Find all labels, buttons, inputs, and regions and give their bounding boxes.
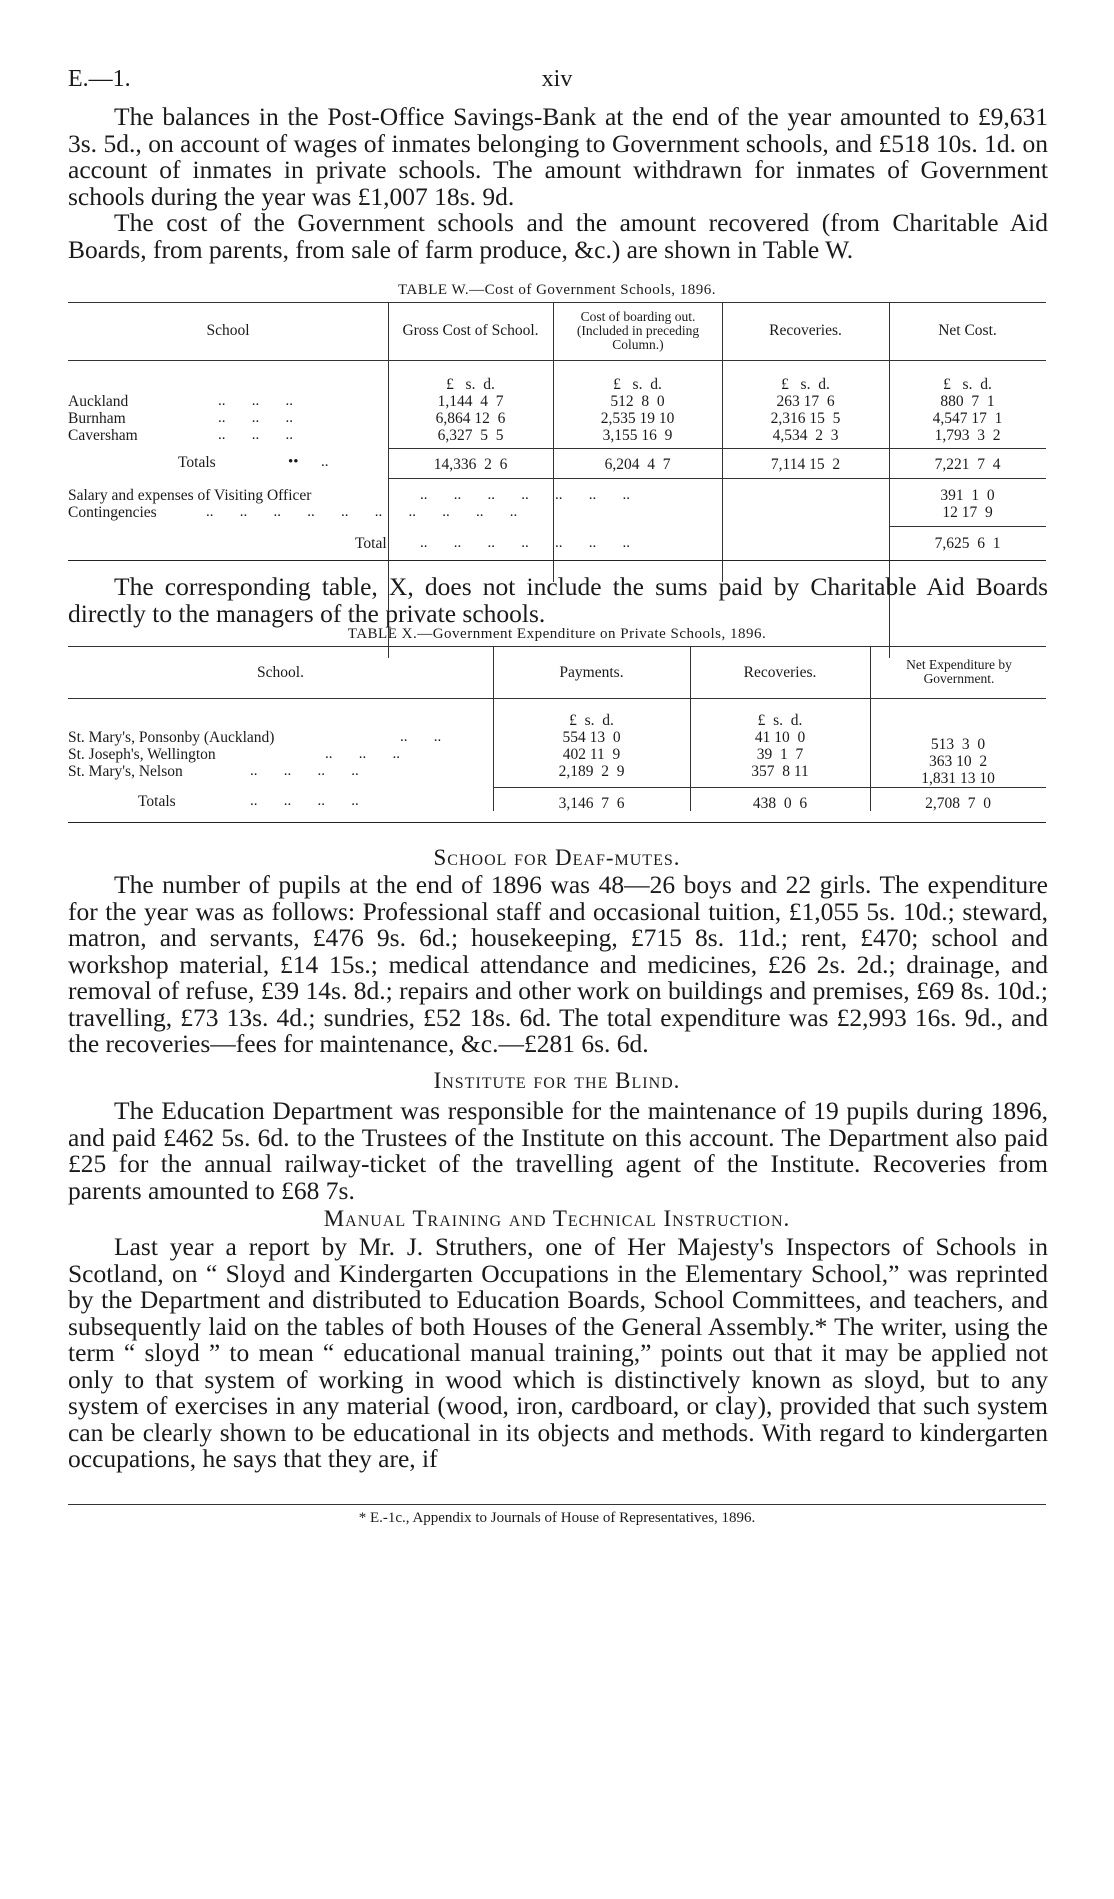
table-w-col-school: School xyxy=(206,322,250,339)
paragraph-savings-bank: The balances in the Post-Office Savings-Bank at the end of the year amounted to £9,631 3s. 5d., on account of wages of inmates belonging to Government schools, and £518 10s. 1d. on account of inmates in private schools. The amount withdrawn for inmates of Government schools during the year was £1,007 18s. 9d. xyxy=(68,102,1048,211)
table-cell: 1,793 3 2 xyxy=(934,427,1001,444)
table-w-col-gross: Gross Cost of School. xyxy=(402,322,539,339)
table-cell: 513 3 0 xyxy=(930,736,986,753)
table-w-bottom-rule xyxy=(68,560,1046,561)
table-cell: 357 8 11 xyxy=(751,763,809,780)
footnote: * E.-1c., Appendix to Journals of House of Representatives, 1896. xyxy=(358,1510,756,1526)
table-x-totals-rule xyxy=(493,787,1046,788)
table-cell: 7,221 7 4 xyxy=(934,456,1001,473)
table-cell: 2,535 19 10 xyxy=(600,410,675,427)
table-row-name: Caversham xyxy=(68,427,138,444)
table-w-units: £ s. d. xyxy=(943,376,992,393)
leader-dots: .. .. .. xyxy=(325,746,400,762)
table-x-bottom-rule xyxy=(68,822,1046,823)
table-x-col-payments: Payments. xyxy=(559,664,624,681)
table-w-totals-label: Totals xyxy=(178,454,216,471)
table-w-caption: TABLE W.—Cost of Government Schools, 1896. xyxy=(397,282,717,298)
table-x-top-rule xyxy=(68,646,1046,647)
leader-dots: .. .. .. .. xyxy=(250,763,359,779)
table-x-col-school: School. xyxy=(257,664,304,681)
table-cell: 512 8 0 xyxy=(610,393,665,410)
paragraph-cost-intro: The cost of the Government schools and the amount recovered (from Charitable Aid Boards, from parents, from sale of farm produce, &c.) are shown in Table W. xyxy=(68,208,1048,264)
table-cell: 391 1 0 xyxy=(940,487,995,504)
leader-dots: .. .. .. .. .. .. .. xyxy=(420,487,630,503)
table-cell: 4,547 17 1 xyxy=(932,410,1003,427)
table-cell: 6,864 12 6 xyxy=(435,410,506,427)
leader-dots: .. .. .. xyxy=(218,410,293,426)
table-x-units: £ s. d. xyxy=(757,712,803,729)
table-w-col-boarding: Cost of boarding out. (Included in preceding Column.) xyxy=(576,309,700,352)
table-cell: 6,327 5 5 xyxy=(437,427,504,444)
leader-dots: .. .. .. .. .. .. .. .. .. .. xyxy=(206,504,518,520)
paragraph-manual-training: Last year a report by Mr. J. Struthers, one of Her Majesty's Inspectors of Schools in Scotland, on “ Sloyd and Kindergarten Occupations in the Elementary School,” was reprinted by the Department and distributed to Education Boards, School Committees, and teachers, and subsequently laid on the tables of both Houses of the General Assembly.* The writer, using the term “ sloyd ” to mean “ educational manual training,” points out that it may be applied not only to that system of working in wood which is distinctively known as sloyd, but to any system of exercises in any material (wood, iron, cardboard, or clay), provided that such system can be clearly shown to be educational in its objects and methods. With regard to kindergarten occupations, he says that they are, if xyxy=(68,1232,1048,1473)
table-x-caption: TABLE X.—Government Expenditure on Private Schools, 1896. xyxy=(347,626,767,642)
heading-manual-training: Manual Training and Technical Instruction. xyxy=(323,1206,791,1231)
page-reference: E.—1. xyxy=(68,66,131,92)
table-cell: 554 13 0 xyxy=(562,729,621,746)
table-cell: 3,146 7 6 xyxy=(558,795,625,812)
table-w-col-recoveries: Recoveries. xyxy=(769,322,842,339)
table-cell: 39 1 7 xyxy=(756,746,804,763)
table-x-totals-label: Totals xyxy=(138,793,176,810)
table-row-name: St. Mary's, Nelson xyxy=(68,763,183,780)
table-x-col-net: Net Expenditure by Government. xyxy=(906,657,1012,686)
table-cell: 263 17 6 xyxy=(776,393,835,410)
table-cell: 2,708 7 0 xyxy=(925,795,991,812)
table-w-units: £ s. d. xyxy=(446,376,495,393)
table-w-top-rule xyxy=(68,302,1046,303)
table-cell: 6,204 4 7 xyxy=(604,456,671,473)
table-cell: 7,114 15 2 xyxy=(770,456,841,473)
table-cell: 3,155 16 9 xyxy=(602,427,673,444)
leader-dots: .. .. .. .. xyxy=(250,793,359,809)
table-cell: 41 10 0 xyxy=(754,729,806,746)
page-number: xiv xyxy=(541,66,573,92)
table-cell: 880 7 1 xyxy=(940,393,995,410)
table-row-name: Auckland xyxy=(68,393,129,410)
table-w-total-label: Total xyxy=(355,535,387,552)
table-row-name: St. Mary's, Ponsonby (Auckland) xyxy=(68,729,275,746)
table-w-contingencies-label: Contingencies xyxy=(68,504,157,521)
table-cell: 2,316 15 5 xyxy=(770,410,841,427)
table-row-name: St. Joseph's, Wellington xyxy=(68,746,216,763)
table-cell: 1,144 4 7 xyxy=(437,393,504,410)
table-w-col-net: Net Cost. xyxy=(938,322,997,339)
table-w-units: £ s. d. xyxy=(781,376,830,393)
paragraph-table-x-intro: The corresponding table, X, does not include the sums paid by Charitable Aid Boards directly to the managers of the private schools. xyxy=(68,572,1048,628)
heading-blind: Institute for the Blind. xyxy=(433,1068,681,1093)
table-cell: 2,189 2 9 xyxy=(558,763,625,780)
leader-dots: .. .. .. xyxy=(218,427,293,443)
table-x-header-rule xyxy=(68,698,1046,699)
table-w-totals-rule xyxy=(388,448,1046,449)
table-w-units: £ s. d. xyxy=(613,376,662,393)
table-w-salary-label: Salary and expenses of Visiting Officer xyxy=(68,487,312,504)
leader-dots: .. .. .. xyxy=(218,393,293,409)
table-cell: 12 17 9 xyxy=(942,504,993,521)
table-w-header-rule xyxy=(68,360,1046,361)
heading-deaf-mutes: School for Deaf-mutes. xyxy=(433,845,681,870)
table-row-name: Burnham xyxy=(68,410,126,427)
leader-dots: •• .. xyxy=(288,454,329,470)
table-cell: 1,831 13 10 xyxy=(921,770,995,787)
table-cell: 438 0 6 xyxy=(752,795,808,812)
paragraph-blind: The Education Department was responsible for the maintenance of 19 pupils during 1896, and paid £462 5s. 6d. to the Trustees of the Institute on this account. The Department also paid £25 for the annual railway-ticket of the travelling agent of the Institute. Recoveries from parents amounted to £68 7s. xyxy=(68,1096,1048,1205)
table-x-units: £ s. d. xyxy=(569,712,614,729)
leader-dots: .. .. .. .. .. .. .. xyxy=(420,535,630,551)
table-cell: 14,336 2 6 xyxy=(433,456,508,473)
table-w-total-rule xyxy=(889,526,1046,527)
paragraph-deaf-mutes: The number of pupils at the end of 1896 was 48—26 boys and 22 girls. The expenditure for the year was as follows: Professional staff and occasional tuition, £1,055 5s. 10d.; steward, matron, and servants, £476 9s. 6d.; housekeeping, £715 8s. 11d.; rent, £470; school and workshop material, £14 15s.; medical attendance and medicines, £26 2s. 2d.; drainage, and removal of refuse, £39 14s. 8d.; repairs and other work on buildings and premises, £69 8s. 10d.; travelling, £73 13s. 4d.; sundries, £52 18s. 6d. The total expenditure was £2,993 16s. 9d., and the recoveries—fees for maintenance, &c.—£281 6s. 6d. xyxy=(68,870,1048,1058)
table-x-col-recoveries: Recoveries. xyxy=(743,664,817,681)
table-cell: 7,625 6 1 xyxy=(934,535,1001,552)
table-cell: 363 10 2 xyxy=(928,753,988,770)
table-cell: 402 11 9 xyxy=(562,746,621,763)
table-w-totals-rule xyxy=(388,478,1046,479)
leader-dots: .. .. xyxy=(400,729,442,745)
footnote-rule xyxy=(68,1504,1046,1505)
table-cell: 4,534 2 3 xyxy=(772,427,839,444)
